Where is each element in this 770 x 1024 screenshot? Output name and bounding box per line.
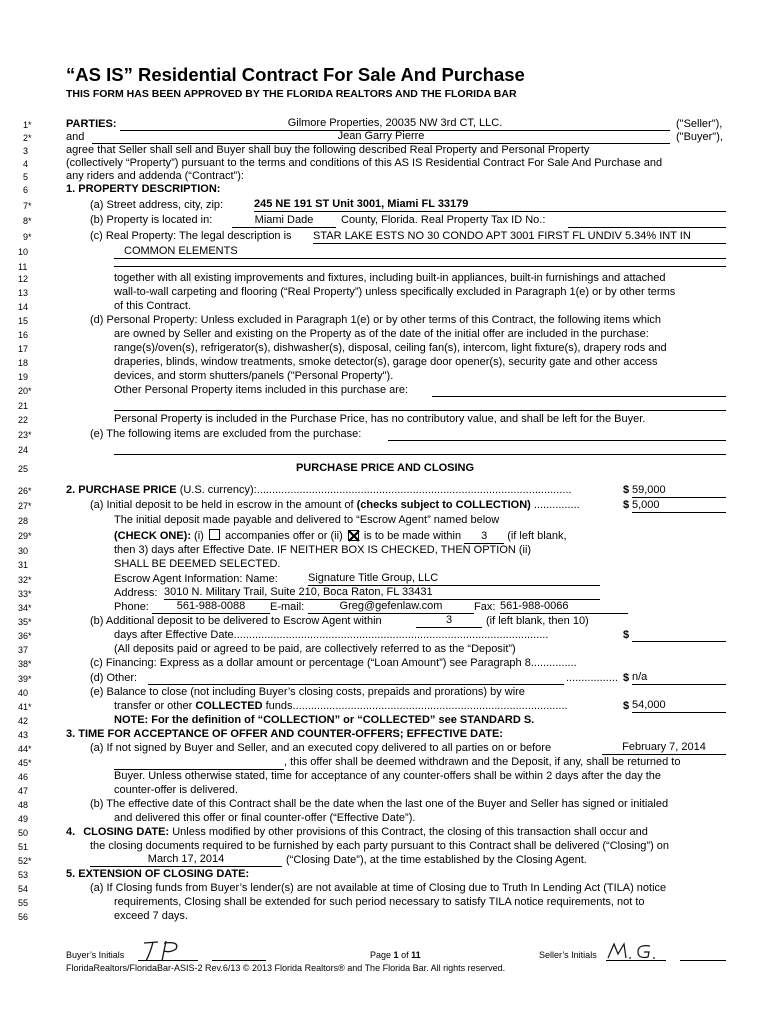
closing-date-text: Unless modified by other provisions of this Contract, the closing of this transaction shall occur and — [169, 826, 648, 838]
of-label: of — [401, 950, 409, 960]
parties-and: and — [66, 131, 85, 143]
escrow-address-label: Address: — [114, 587, 158, 599]
financing-label: (c) Financing: Express as a dollar amount or percentage (“Loan Amount”) see Paragraph 8............... — [90, 657, 577, 669]
phone-label: Phone: — [114, 601, 149, 613]
other-personal-property-field[interactable] — [432, 383, 726, 397]
line-number: 33* — [18, 589, 32, 599]
line-number: 52* — [18, 856, 32, 866]
line-number: 27* — [18, 501, 32, 511]
property-text-line: together with all existing improvements and fixtures, including built-in appliances, built-in furnishings and attached — [114, 272, 666, 284]
legal-description-field[interactable]: STAR LAKE ESTS NO 30 CONDO APT 3001 FIRST FL UNDIV 5.34% INT IN — [313, 230, 726, 244]
other-dots: ................. — [566, 672, 618, 684]
additional-deposit-text: (if left blank, then 10) — [486, 615, 589, 627]
tax-id-field[interactable] — [568, 214, 726, 228]
personal-property-text: (d) Personal Property: Unless excluded in Paragraph 1(e) or by other terms of this Contract, the following items which — [90, 314, 662, 326]
page-indicator — [370, 950, 421, 960]
section-4-heading: CLOSING DATE: — [83, 826, 170, 838]
balance-dots: funds.......................................................................................... — [262, 700, 568, 712]
buyer-name-field[interactable]: Jean Garry Pierre — [92, 130, 670, 144]
seller-initials-line-2 — [680, 960, 726, 961]
extension-text: requirements, Closing shall be extended for such period necessary to satisfy TILA notice requirements, not to — [114, 896, 645, 908]
acceptance-time-field[interactable] — [114, 756, 284, 770]
personal-property-text: range(s)/oven(s), refrigerator(s), dishwasher(s), disposal, ceiling fan(s), intercom, light fixture(s), drapery rods and — [114, 342, 667, 354]
line-number: 42 — [18, 716, 29, 726]
buyer-initials-label: Buyer’s Initials — [66, 950, 125, 960]
street-address-label: (a) Street address, city, zip: — [90, 199, 224, 211]
escrow-name-field[interactable]: Signature Title Group, LLC — [308, 572, 600, 586]
page-number: 1 — [393, 950, 399, 960]
email-label: E-mail: — [270, 601, 305, 613]
line-number: 1* — [23, 120, 32, 130]
fax-field[interactable]: 561-988-0066 — [500, 600, 628, 614]
page-total: 11 — [411, 950, 421, 960]
line-number: 39* — [18, 674, 32, 684]
tax-id-label: County, Florida. Real Property Tax ID No.: — [341, 214, 546, 226]
excluded-items-label: (e) The following items are excluded from the purchase: — [90, 428, 362, 440]
legal-description-continued: COMMON ELEMENTS — [124, 245, 238, 257]
parties-text-line: (collectively “Property”) pursuant to the terms and conditions of this AS IS Residential Contract For Sale And Purchase and — [66, 157, 663, 169]
option-ii-checkbox-checked[interactable] — [348, 530, 359, 541]
line-number: 4 — [23, 159, 29, 169]
line-number: 18 — [18, 358, 29, 368]
line-number: 26* — [18, 486, 32, 496]
seller-suffix: ("Seller"), — [676, 118, 723, 130]
legal-description-field-line2[interactable] — [114, 245, 726, 259]
acceptance-text: counter-offer is delivered. — [114, 784, 238, 796]
line-number: 25 — [18, 464, 29, 474]
county-field[interactable]: Miami Dade — [232, 214, 336, 228]
personal-property-text: are owned by Seller and existing on the Property as of the date of the initial offer are included in the purchase: — [114, 328, 649, 340]
option-ii-days-field[interactable]: 3 — [464, 530, 504, 544]
line-number: 47 — [18, 786, 29, 796]
deposit-text-line: then 3) days after Effective Date. IF NEITHER BOX IS CHECKED, THEN OPTION (ii) — [114, 544, 532, 556]
check-x-icon — [348, 530, 360, 542]
balance-line — [114, 700, 568, 713]
email-field[interactable]: Greg@gefenlaw.com — [308, 600, 474, 614]
personal-property-text: devices, and storm shutters/panels ("Personal Property"). — [114, 370, 394, 382]
acceptance-text: (a) If not signed by Buyer and Seller, and an executed copy delivered to all parties on or before — [90, 742, 552, 754]
other-label: (d) Other: — [90, 672, 138, 684]
line-number: 51 — [18, 842, 29, 852]
other-personal-property-label: Other Personal Property items included in this purchase are: — [114, 384, 409, 396]
line-number: 6 — [23, 185, 29, 195]
line-number: 31 — [18, 560, 29, 570]
line-number: 2* — [23, 133, 32, 143]
deposit-note: (All deposits paid or agreed to be paid, are collectively referred to as the “Deposit”) — [114, 643, 516, 655]
seller-initials-signature[interactable] — [606, 940, 670, 962]
property-text-line: wall-to-wall carpeting and flooring (“Real Property”) unless specifically excluded in Paragraph 1(e) or by other terms — [114, 286, 676, 298]
line-number: 23* — [18, 430, 32, 440]
initial-deposit-label — [90, 499, 580, 512]
line-number: 24 — [18, 445, 29, 455]
seller-initials-label: Seller’s Initials — [539, 950, 597, 960]
deposit-text-line: SHALL BE DEEMED SELECTED. — [114, 558, 281, 570]
line-number: 19 — [18, 372, 29, 382]
line-number: 49 — [18, 814, 29, 824]
section-1-heading: 1. PROPERTY DESCRIPTION: — [66, 183, 221, 195]
line-number: 50 — [18, 828, 29, 838]
line-number: 12 — [18, 274, 29, 284]
line-number: 17 — [18, 344, 29, 354]
line-number: 35* — [18, 617, 32, 627]
check-one-label: (CHECK ONE): — [114, 530, 191, 542]
check-one-line — [114, 529, 567, 544]
escrow-name-label: Escrow Agent Information: Name: — [114, 573, 278, 585]
excluded-items-field[interactable] — [388, 427, 726, 441]
line-number: 45* — [18, 758, 32, 768]
line-number: 38* — [18, 659, 32, 669]
initial-deposit-dots: ............... — [530, 499, 580, 511]
extension-text: (a) If Closing funds from Buyer’s lender(s) are not available at time of Closing due to Truth In Lending Act (TILA) notice — [90, 882, 667, 894]
legal-description-label: (c) Real Property: The legal description is — [90, 230, 292, 242]
buyer-suffix: ("Buyer"), — [676, 131, 723, 143]
option-i-checkbox[interactable] — [209, 529, 220, 540]
additional-deposit-dots: days after Effective Date....................................................................................................... — [114, 629, 549, 641]
initial-deposit-field[interactable]: 5,000 — [632, 499, 726, 513]
escrow-address-field[interactable]: 3010 N. Military Trail, Suite 210, Boca Raton, FL 33431 — [164, 586, 600, 600]
acceptance-text: Buyer. Unless otherwise stated, time for acceptance of any counter-offers shall be within 2 days after the day the — [114, 770, 662, 782]
extension-text: exceed 7 days. — [114, 910, 188, 922]
form-id: FloridaRealtors/FloridaBar-ASIS-2 Rev.6/13 © 2013 Florida Realtors® and The Florida Bar. All rights reserved. — [66, 963, 506, 973]
closing-date-field[interactable]: March 17, 2014 — [90, 853, 282, 867]
line-number: 13 — [18, 288, 29, 298]
line-number: 8* — [23, 216, 32, 226]
seller-name-field[interactable]: Gilmore Properties, 20035 NW 3rd CT, LLC. — [120, 117, 670, 131]
dollar-sign: $ — [623, 700, 630, 712]
acceptance-text: , this offer shall be deemed withdrawn and the Deposit, if any, shall be returned to — [284, 756, 681, 768]
section-5-heading: 5. EXTENSION OF CLOSING DATE: — [66, 868, 250, 880]
line-number: 37 — [18, 645, 29, 655]
county-label: (b) Property is located in: — [90, 214, 213, 226]
line-number: 22 — [18, 415, 29, 425]
line-number: 14 — [18, 302, 29, 312]
balance-text: transfer or other — [114, 700, 196, 712]
collection-note: NOTE: For the definition of “COLLECTION” or “COLLECTED” see STANDARD S. — [114, 714, 535, 726]
page-title: “AS IS” Residential Contract For Sale And Purchase — [66, 64, 525, 85]
line-number: 7* — [23, 201, 32, 211]
line-number: 32* — [18, 575, 32, 585]
additional-deposit-label: (b) Additional deposit to be delivered to Escrow Agent within — [90, 615, 382, 627]
line-number: 56 — [18, 912, 29, 922]
line-number: 30 — [18, 546, 29, 556]
line-number: 5 — [23, 172, 29, 182]
line-number: 36* — [18, 631, 32, 641]
dollar-sign: $ — [623, 499, 630, 511]
parties-label: PARTIES: — [66, 118, 117, 130]
collected-bold: COLLECTED — [195, 700, 263, 712]
dollar-sign: $ — [623, 484, 630, 496]
option-i-label: (i) — [191, 530, 207, 542]
purchase-price-field[interactable]: 59,000 — [632, 484, 726, 498]
personal-property-note: Personal Property is included in the Purchase Price, has no contributory value, and shall be left for the Buyer. — [114, 413, 646, 425]
line-number: 3 — [23, 146, 29, 156]
option-ii-text-end: (if left blank, — [504, 530, 567, 542]
line-number: 43 — [18, 730, 29, 740]
personal-property-text: draperies, blinds, window treatments, smoke detector(s), garage door opener(s), security gate and other access — [114, 356, 658, 368]
page-label: Page — [370, 950, 392, 960]
line-number: 55 — [18, 898, 29, 908]
line-number: 48 — [18, 800, 29, 810]
deposit-text-line: The initial deposit made payable and delivered to “Escrow Agent” named below — [114, 514, 500, 526]
buyer-initials-signature[interactable] — [140, 937, 200, 963]
line-number: 20* — [18, 386, 32, 396]
line-number: 53 — [18, 870, 29, 880]
phone-field[interactable]: 561-988-0088 — [152, 600, 270, 614]
line-number: 16 — [18, 330, 29, 340]
page-subtitle: THIS FORM HAS BEEN APPROVED BY THE FLORIDA REALTORS AND THE FLORIDA BAR — [66, 88, 517, 100]
line-number: 9* — [23, 232, 32, 242]
line-number: 54 — [18, 884, 29, 894]
closing-date-text: (“Closing Date”), at the time established by the Closing Agent. — [286, 854, 587, 866]
purchase-price-label — [66, 484, 572, 497]
acceptance-date-field[interactable]: February 7, 2014 — [602, 741, 726, 755]
section-3-heading: 3. TIME FOR ACCEPTANCE OF OFFER AND COUNTER-OFFERS; EFFECTIVE DATE: — [66, 728, 503, 740]
balance-label: (e) Balance to close (not including Buyer’s closing costs, prepaids and prorations) by wire — [90, 686, 525, 698]
effective-date-text: (b) The effective date of this Contract shall be the date when the last one of the Buyer and Seller has signed or initialed — [90, 798, 669, 810]
buyer-initials-line-2 — [212, 960, 266, 961]
blank-rule — [114, 410, 726, 411]
option-i-text: accompanies offer or (ii) — [221, 530, 346, 542]
line-number: 46 — [18, 772, 29, 782]
line-number: 40 — [18, 688, 29, 698]
line-number: 11 — [18, 262, 28, 272]
purchase-price-heading: 2. PURCHASE PRICE — [66, 484, 177, 496]
line-number: 28 — [18, 516, 29, 526]
dollar-sign: $ — [623, 672, 630, 684]
line-number: 44* — [18, 744, 32, 754]
line-number: 29* — [18, 531, 32, 541]
option-ii-text: is to be made within — [360, 530, 465, 542]
section-4-number: 4. — [66, 826, 76, 838]
section-heading: PURCHASE PRICE AND CLOSING — [295, 462, 475, 474]
purchase-price-dots: (U.S. currency):....................................................................................................... — [176, 484, 572, 496]
effective-date-text: and delivered this offer or final counter-offer (“Effective Date”). — [114, 812, 416, 824]
line-number: 34* — [18, 603, 32, 613]
parties-text-line: agree that Seller shall sell and Buyer shall buy the following described Real Property and Personal Property — [66, 144, 590, 156]
fax-label: Fax: — [474, 601, 496, 613]
closing-date-line — [66, 826, 648, 839]
line-number: 41* — [18, 702, 32, 712]
additional-deposit-field[interactable] — [632, 628, 726, 642]
blank-rule — [114, 266, 726, 267]
blank-rule — [114, 454, 726, 455]
dollar-sign: $ — [623, 629, 630, 641]
street-address-field[interactable]: 245 NE 191 ST Unit 3001, Miami FL 33179 — [254, 198, 726, 212]
closing-date-text: the closing documents required to be furnished by each party pursuant to this Contract shall be delivered (“Closing”) on — [90, 840, 670, 852]
balance-field[interactable]: 54,000 — [632, 699, 726, 713]
other-description-field[interactable] — [148, 671, 564, 685]
initial-deposit-text: (a) Initial deposit to be held in escrow in the amount of — [90, 499, 357, 511]
additional-deposit-days-field[interactable]: 3 — [416, 614, 482, 628]
parties-text-line: any riders and addenda (“Contract”): — [66, 170, 244, 182]
initial-deposit-bold: (checks subject to COLLECTION) — [356, 499, 531, 511]
line-number: 21 — [18, 401, 29, 411]
line-number: 15 — [18, 316, 29, 326]
line-number: 10 — [18, 247, 29, 257]
property-text-line: of this Contract. — [114, 300, 192, 312]
other-amount-field[interactable]: n/a — [632, 671, 726, 685]
